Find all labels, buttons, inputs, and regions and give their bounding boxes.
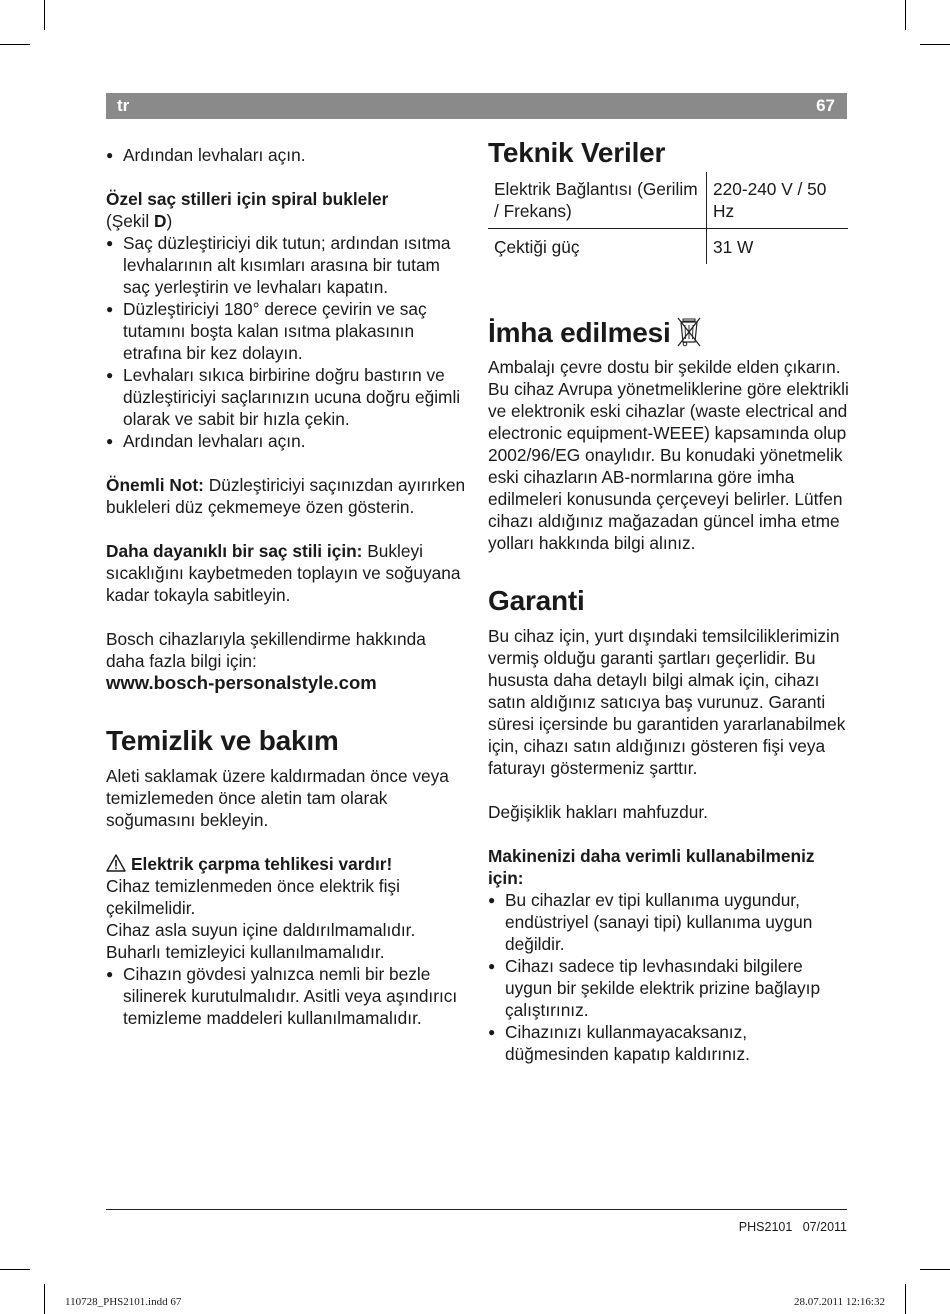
warning-line: Cihaz temizlenmeden önce elektrik fişi çekilmelidir. (106, 876, 400, 918)
list-item: ● Levhaları sıkıca birbirine doğru bastırın ve düzleştiriciyi saçlarınızın ucuna doğru eğimli olarak ve sabit bir hızla çekin. (106, 364, 468, 430)
rights-reserved-text: Değişiklik hakları mahfuzdur. (488, 802, 708, 822)
list-item: ● Ardından levhaları açın. (106, 144, 468, 166)
footer-rule (106, 1209, 847, 1210)
warning-line: Buharlı temizleyici kullanılmamalıdır. (106, 942, 385, 962)
warning-line: Cihaz asla suyun içine daldırılmamalıdır. (106, 920, 416, 940)
crop-mark (920, 1269, 950, 1270)
page-number: 67 (816, 96, 835, 115)
website-link[interactable]: www.bosch-personalstyle.com (106, 672, 377, 693)
cleaning-text: Aleti saklamak üzere kaldırmadan önce veya temizlemeden önce aletin tam olarak soğumasını bekleyin. (106, 766, 449, 830)
crop-mark (905, 1284, 906, 1314)
cleaning-list (106, 963, 468, 1029)
spiral-steps-list (106, 232, 468, 452)
table-row (488, 172, 848, 229)
cleaning-heading: Temizlik ve bakım (106, 725, 339, 756)
crop-mark (905, 0, 906, 30)
crop-mark (44, 0, 45, 30)
efficient-use-list (488, 889, 850, 1065)
print-slug-timestamp: 28.07.2011 12:16:32 (794, 1296, 885, 1308)
durable-style-tip: Daha dayanıklı bir saç stili için: Bukleyi sıcaklığını kaybetmeden toplayın ve soğuyana kadar tokayla sabitleyin. (106, 541, 461, 605)
figure-reference: (Şekil D) (106, 211, 173, 231)
more-info-text: Bosch cihazlarıyla şekillendirme hakkında daha fazla bilgi için: (106, 629, 426, 671)
list-item: ● Ardından levhaları açın. (106, 430, 468, 452)
crop-mark (920, 44, 950, 45)
crop-mark (0, 1269, 30, 1270)
print-slug-file: 110728_PHS2101.indd 67 (65, 1296, 182, 1308)
model-number: PHS2101 (738, 1220, 793, 1234)
disposal-text: Ambalajı çevre dostu bir şekilde elden çıkarın. Bu cihaz Avrupa yönetmeliklerine göre elektrikli ve elektronik eski cihazlar (waste electrical and electronic equipment-WEEE) kapsamında olup 2002/96/EG onaylıdır. Bu konudaki yönetmelik eski cihazların AB-normlarına göre imha edilmeleri konusunda çerçeveyi belirler. Lütfen cihazı aldığınız mağazadan güncel imha etme yolları hakkında bilgi alınız. (488, 357, 849, 553)
disposal-heading: İmha edilmesi (488, 316, 850, 350)
intro-list (106, 144, 468, 166)
important-note: Önemli Not: Düzleştiriciyi saçınızdan ayırırken bukleleri düz çekmemeye özen gösterin. (106, 475, 466, 517)
list-item: ● Düzleştiriciyi 180° derece çevirin ve saç tutamını boşta kalan ısıtma plakasının etrafına bir kez dolayın. (106, 298, 468, 364)
crop-mark (44, 1284, 45, 1314)
footer-info (739, 1216, 847, 1238)
tech-data-heading: Teknik Veriler (488, 137, 666, 168)
warranty-heading: Garanti (488, 585, 585, 616)
edition-date: 07/2011 (802, 1220, 847, 1234)
list-item: ● Bu cihazlar ev tipi kullanıma uygundur, endüstriyel (sanayi tipi) kullanıma uygun değildir. (488, 889, 850, 955)
crop-mark (0, 44, 30, 45)
table-row (488, 229, 848, 265)
tech-data-table (488, 172, 848, 264)
list-item: ● Saç düzleştiriciyi dik tutun; ardından ısıtma levhalarının alt kısımları arasına bir tutam saç yerleştirin ve levhaları kapatın. (106, 232, 468, 298)
page-header-bar (106, 93, 847, 119)
list-item: ● Cihazı sadece tip levhasındaki bilgilere uygun bir şekilde elektrik prizine bağlayıp çalıştırınız. (488, 955, 850, 1021)
crossed-out-wheelie-bin-icon (676, 316, 702, 348)
list-item: ● Cihazınızı kullanmayacaksanız, düğmesinden kapatıp kaldırınız. (488, 1021, 850, 1065)
warranty-text: Bu cihaz için, yurt dışındaki temsilciliklerimizin vermiş olduğu garanti şartları geçerlidir. Bu hususta daha detaylı bilgi almak için, cihazı satın aldığınız satıcıya baş vurunuz. Garanti süresi içersinde bu garantiden yararlanabilmek için, cihazı satın aldığınızı gösteren fişi veya faturayı göstermeniz şarttır. (488, 626, 846, 778)
table-cell-value: 31 W (707, 229, 849, 265)
language-code: tr (117, 96, 130, 115)
shock-warning-title: Elektrik çarpma tehlikesi vardır! (106, 853, 468, 875)
right-column (488, 136, 850, 1065)
efficient-use-title: Makinenizi daha verimli kullanabilmeniz için: (488, 846, 815, 888)
spiral-section-title: Özel saç stilleri için spiral bukleler (106, 189, 389, 209)
table-cell-label: Elektrik Bağlantısı (Gerilim / Frekans) (488, 172, 707, 229)
table-cell-label: Çektiği güç (494, 237, 580, 257)
table-cell-value: 220-240 V / 50 Hz (707, 172, 849, 229)
left-column (106, 144, 468, 1029)
warning-triangle-icon (106, 854, 126, 872)
list-item: ● Cihazın gövdesi yalnızca nemli bir bezle silinerek kurutulmalıdır. Asitli veya aşındırıcı temizleme maddeleri kullanılmamalıdır. (106, 963, 468, 1029)
